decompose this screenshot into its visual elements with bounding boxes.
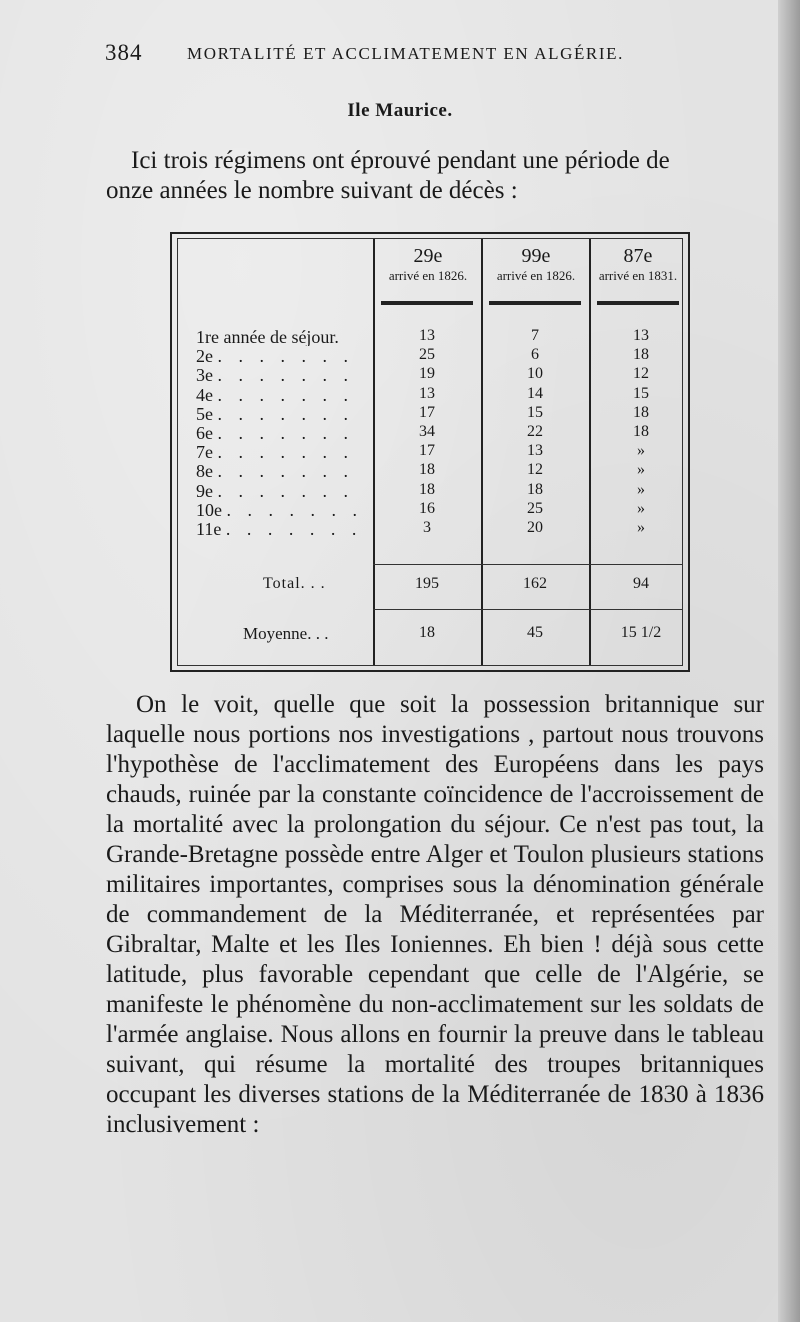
moyenne-label: Moyenne. . . — [243, 624, 329, 643]
row-year: 4e — [196, 384, 213, 404]
table-cell: » — [637, 480, 645, 498]
row-label — [196, 500, 376, 519]
moyenne-cell: 15 1/2 — [620, 624, 662, 641]
row-label — [196, 327, 376, 346]
column-divider — [481, 239, 483, 665]
row-label — [196, 423, 376, 442]
row-year: 11e — [196, 519, 222, 538]
column-header-87e — [591, 245, 685, 285]
table-cell: 17 — [419, 403, 435, 421]
row-label — [196, 519, 376, 538]
row-year: 9e — [196, 480, 213, 500]
running-head — [105, 40, 705, 76]
table-cell: 7 — [531, 327, 539, 344]
row-label — [196, 385, 376, 404]
table-cell: 14 — [527, 384, 543, 402]
table-cell: 15 — [633, 384, 649, 402]
row-year: 6e — [196, 423, 213, 442]
table-cell: 18 — [633, 346, 649, 364]
table-cell: » — [637, 519, 645, 536]
table-cell: 18 — [527, 480, 543, 498]
moyenne-cell: 18 — [419, 624, 435, 641]
table-cell: 18 — [419, 461, 435, 479]
table-cell: 6 — [531, 346, 539, 364]
row-label — [196, 346, 376, 365]
table-cell: 22 — [527, 423, 543, 440]
leader-dots: . . . . . . . — [226, 499, 363, 519]
body-paragraph: On le voit, quelle que soit la possession britannique sur laquelle nous portions nos investigations , partout nous trouvons l'hypothèse de l'acclimatement des Européens dans les pays chauds, ruinée par la constante coïncidence de l'accroissement de la mortalité avec la prolongation du séjour. Ce n'est pas tout, la Grande-Bretagne possède entre Alger et Toulon plusieurs stations militaires importantes, comprises sous la dénomination générale de commandement de la Méditerranée, et représentées par Gibraltar, Malte et les Iles Ioniennes. Eh bien ! déjà sous cette latitude, plus favorable cependant que celle de l'Algérie, se manifeste le phénomène du non-acclimatement sur les soldats de l'armée anglaise. Nous allons en fournir la preuve dans le tableau suivant, qui résume la mortalité des troupes britanniques occupant les diverses stations de la Méditerranée de 1830 à 1836 inclusivement : — [106, 691, 764, 1138]
table-cell: 13 — [419, 327, 435, 344]
table-cell: 12 — [527, 461, 543, 479]
page-edge-shadow — [778, 0, 800, 1322]
row-label — [196, 365, 376, 384]
leader-dots: . . . . . . . — [217, 423, 354, 442]
total-rule-top — [373, 564, 682, 565]
mortality-table-frame — [177, 238, 683, 666]
table-cell: » — [637, 442, 645, 460]
row-year: 1re année de séjour. — [196, 327, 339, 346]
table-cell: 12 — [633, 365, 649, 383]
regiment-number: 87e — [623, 245, 653, 267]
total-cell: 195 — [415, 575, 439, 592]
leader-dots: . . . . . . . — [217, 403, 354, 423]
header-rule — [381, 301, 473, 305]
intro-paragraph — [106, 146, 756, 206]
table-cell: » — [637, 499, 645, 517]
row-label — [196, 442, 376, 461]
column-header-29e — [375, 245, 481, 285]
section-title: Ile Maurice. — [347, 100, 453, 121]
leader-dots: . . . . . . . — [217, 346, 354, 366]
arrival-year: arrivé en 1826. — [388, 268, 468, 283]
column-header-99e — [483, 245, 589, 285]
row-year: 3e — [196, 365, 213, 385]
intro-line-2: onze années le nombre suivant de décès : — [106, 177, 518, 204]
row-label — [196, 404, 376, 423]
row-year: 2e — [196, 346, 213, 366]
arrival-year: arrivé en 1826. — [496, 268, 576, 283]
regiment-number: 29e — [413, 245, 443, 267]
leader-dots: . . . . . . . — [217, 480, 354, 500]
table-cell: 34 — [419, 423, 435, 440]
row-label — [196, 461, 376, 480]
running-title: MORTALITÉ ET ACCLIMATEMENT EN ALGÉRIE. — [187, 44, 624, 63]
regiment-number: 99e — [521, 245, 551, 267]
table-cell: 25 — [527, 499, 543, 517]
row-year: 5e — [196, 403, 213, 423]
header-rule — [597, 301, 679, 305]
table-cell: 15 — [527, 403, 543, 421]
row-year: 7e — [196, 442, 213, 462]
header-rule — [489, 301, 581, 305]
table-cell: 20 — [527, 519, 543, 536]
table-cell: 13 — [633, 327, 649, 344]
arrival-year: arrivé en 1831. — [598, 268, 678, 283]
total-cell: 162 — [523, 575, 547, 592]
page-number: 384 — [105, 40, 143, 65]
table-cell: 18 — [419, 480, 435, 498]
table-cell: 10 — [527, 365, 543, 383]
row-label — [196, 481, 376, 500]
leader-dots: . . . . . . . — [217, 461, 354, 481]
table-cell: 13 — [527, 442, 543, 460]
table-cell: 16 — [419, 499, 435, 517]
table-cell: 19 — [419, 365, 435, 383]
total-rule-bottom — [373, 609, 682, 610]
row-year: 8e — [196, 461, 213, 481]
table-cell: 18 — [633, 423, 649, 440]
table-cell: » — [637, 461, 645, 479]
table-cell: 25 — [419, 346, 435, 364]
total-cell: 94 — [633, 575, 649, 592]
table-cell: 13 — [419, 384, 435, 402]
intro-line-1: Ici trois régimens ont éprouvé pendant une période de — [131, 147, 670, 174]
table-cell: 17 — [419, 442, 435, 460]
total-label: Total. . . — [263, 575, 326, 592]
table-cell: 3 — [423, 519, 431, 536]
mortality-table — [170, 232, 690, 672]
leader-dots: . . . . . . . — [217, 365, 354, 385]
leader-dots: . . . . . . . — [225, 519, 363, 538]
table-cell: 18 — [633, 403, 649, 421]
leader-dots: . . . . . . . — [217, 442, 354, 462]
leader-dots: . . . . . . . — [217, 384, 354, 404]
row-year: 10e — [196, 499, 222, 519]
moyenne-cell: 45 — [527, 624, 543, 641]
